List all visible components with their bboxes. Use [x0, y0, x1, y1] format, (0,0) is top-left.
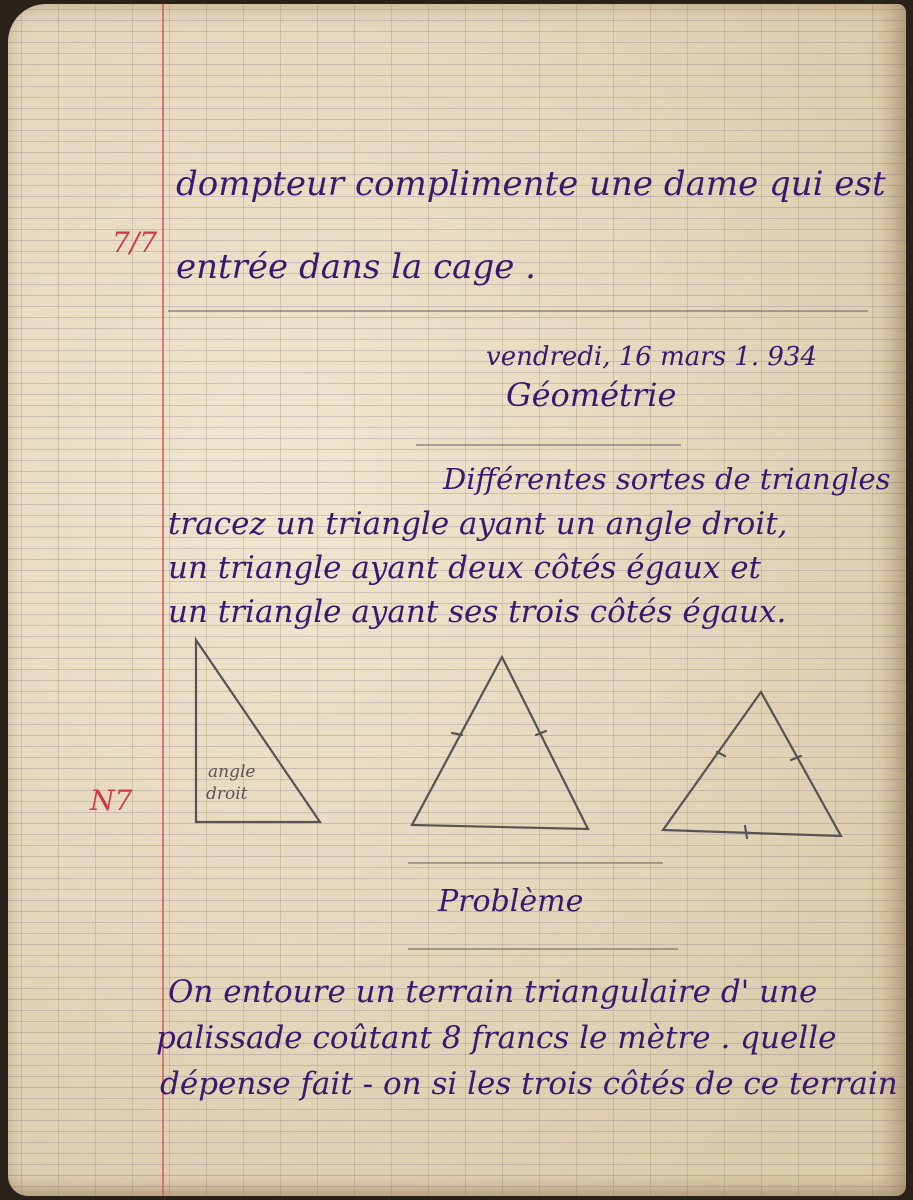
section-separator-3 — [408, 862, 663, 864]
section-separator-2 — [416, 444, 681, 446]
exercise-line-3: un triangle ayant ses trois côtés égaux. — [168, 594, 787, 630]
dictation-line-1: dompteur complimente une dame qui est — [176, 164, 886, 204]
section-separator-4 — [408, 948, 678, 950]
margin-grade-2: N7 — [90, 784, 133, 817]
dictation-line-2: entrée dans la cage . — [176, 247, 536, 287]
problem-line-2: palissade coûtant 8 francs le mètre . quelle — [156, 1020, 837, 1056]
section-separator-1 — [168, 310, 868, 312]
problem-title: Problème — [438, 884, 584, 919]
lesson-date: vendredi, 16 mars 1. 934 — [486, 342, 818, 372]
exercise-line-1: tracez un triangle ayant un angle droit, — [168, 506, 788, 542]
isosceles-triangle-drawing — [396, 649, 606, 839]
equilateral-triangle-drawing — [653, 684, 863, 849]
red-margin-line — [162, 4, 164, 1196]
angle-label-word-2: droit — [206, 784, 248, 804]
exercise-title: Différentes sortes de triangles — [443, 462, 891, 496]
margin-grade-1: 7/7 — [112, 226, 158, 259]
problem-line-3: dépense fait - on si les trois côtés de ce terrain — [160, 1066, 898, 1102]
exercise-line-2: un triangle ayant deux côtés égaux et — [168, 550, 761, 586]
right-triangle-drawing — [188, 634, 338, 834]
angle-label-word-1: angle — [208, 762, 256, 782]
problem-line-1: On entoure un terrain triangulaire d' une — [168, 974, 818, 1010]
subject-title: Géométrie — [506, 376, 677, 414]
notebook-page — [8, 4, 906, 1196]
